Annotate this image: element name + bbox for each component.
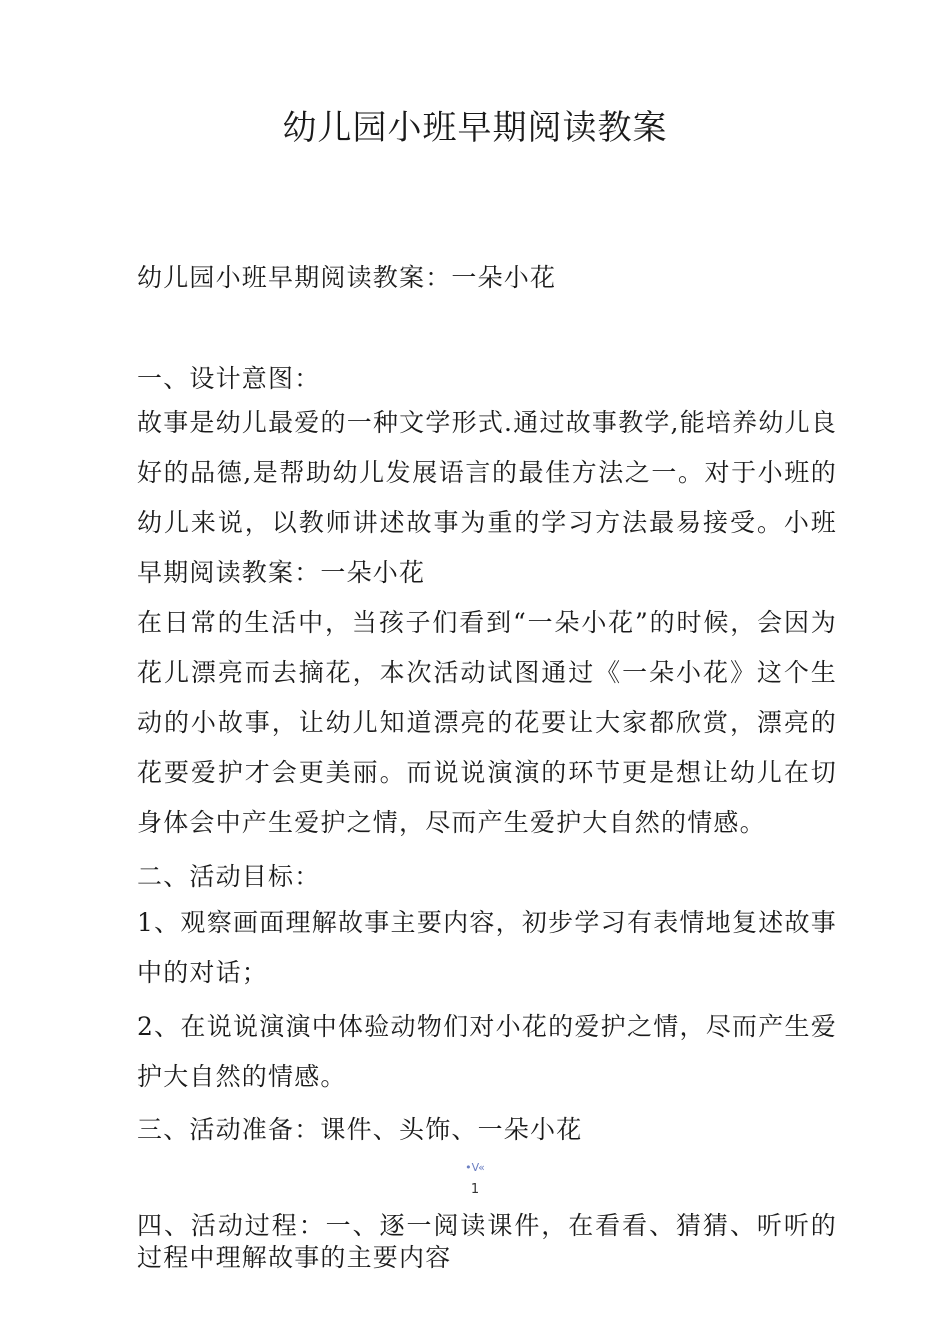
design-intent-paragraph-1: 故事是幼儿最爱的一种文学形式.通过故事教学,能培养幼儿良好的品德,是帮助幼儿发展语言的最佳方法之一。对于小班的幼儿来说，以教师讲述故事为重的学习方法最易接受。小班早期阅读教案：一朵小花 <box>137 408 837 587</box>
section-activity-process: 四、活动过程：一、逐一阅读课件，在看看、猜猜、听听的过程中理解故事的主要内容 <box>137 1211 837 1272</box>
footer-mark: •V« <box>465 1161 485 1174</box>
section-heading-design-intent: 一、设计意图： <box>137 364 321 393</box>
section-heading-activity-goals: 二、活动目标： <box>137 862 321 891</box>
page-number: 1 <box>470 1182 480 1197</box>
section-activity-preparation: 三、活动准备：课件、头饰、一朵小花 <box>137 1115 583 1144</box>
design-intent-paragraph-2: 在日常的生活中，当孩子们看到“一朵小花”的时候，会因为花儿漂亮而去摘花，本次活动试图通过《一朵小花》这个生动的小故事，让幼儿知道漂亮的花要让大家都欣赏，漂亮的花要爱护才会更美丽。而说说演演的环节更是想让幼儿在切身体会中产生爱护之情，尽而产生爱护大自然的情感。 <box>137 608 837 837</box>
lesson-subtitle: 幼儿园小班早期阅读教案：一朵小花 <box>137 263 557 292</box>
document-title: 幼儿园小班早期阅读教案 <box>282 108 668 148</box>
activity-goal-1: 1、观察画面理解故事主要内容，初步学习有表情地复述故事中的对话； <box>137 908 837 987</box>
activity-goal-2: 2、在说说演演中体验动物们对小花的爱护之情，尽而产生爱护大自然的情感。 <box>137 1012 837 1091</box>
